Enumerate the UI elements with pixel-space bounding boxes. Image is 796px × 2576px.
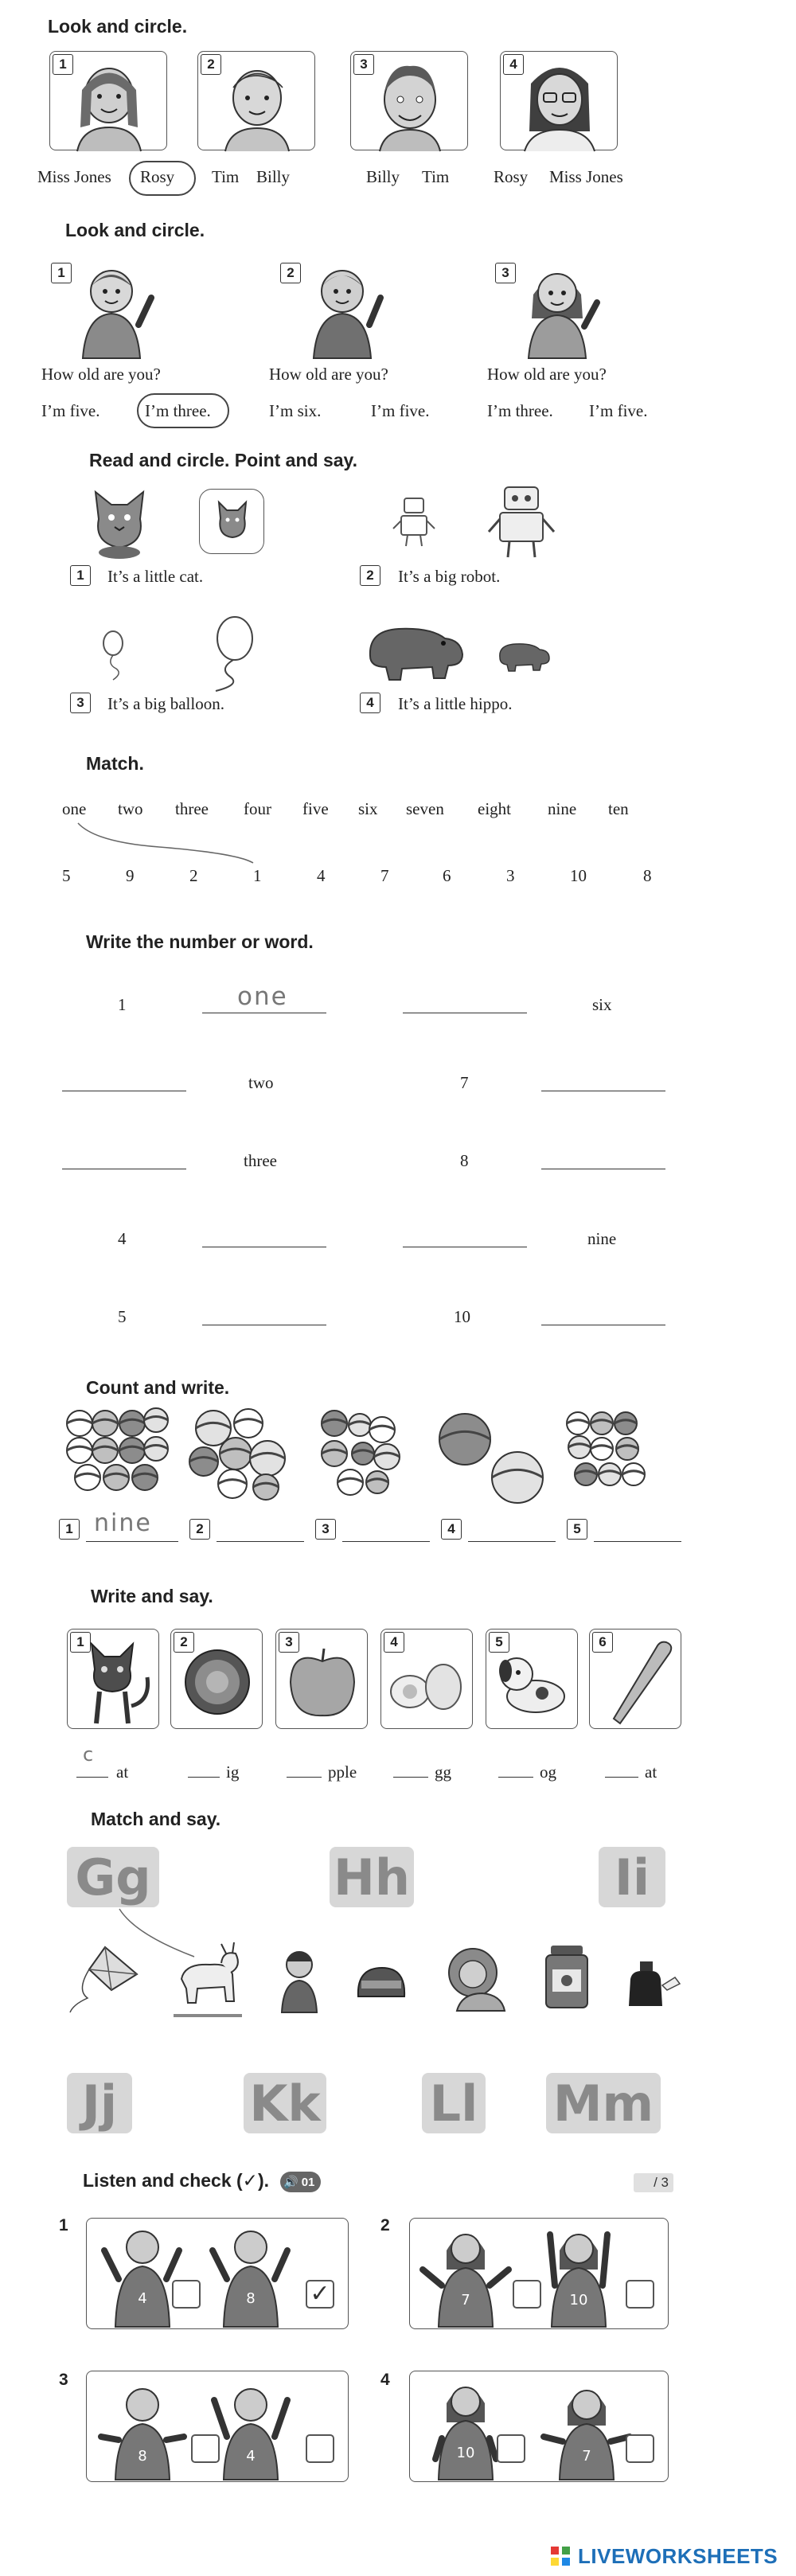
item-number-box: 3 (70, 693, 91, 713)
word-ending: ig (226, 1762, 240, 1782)
example-answer: one (237, 982, 288, 1011)
listen-picture-frame (409, 2371, 669, 2482)
check-box[interactable] (306, 2434, 334, 2463)
item-number-box: 3 (279, 1632, 299, 1653)
item-number-box: 1 (59, 1519, 80, 1540)
option-text[interactable]: Billy (256, 167, 291, 186)
item-number-box: 2 (360, 565, 380, 586)
match-number[interactable]: 2 (189, 866, 198, 885)
item-number-box: 3 (495, 263, 516, 283)
section4-title: Match. (86, 753, 144, 774)
item-number-box: 5 (489, 1632, 509, 1653)
option-text[interactable]: Billy (366, 167, 400, 186)
match-word[interactable]: seven (406, 799, 444, 818)
item-number-box: 1 (51, 263, 72, 283)
option-text[interactable]: Rosy (494, 167, 529, 186)
item-number-box: 4 (360, 693, 380, 713)
item-number-box: 2 (280, 263, 301, 283)
option-text[interactable]: I’m five. (371, 401, 430, 420)
goat-icon (166, 1939, 245, 2019)
letter-card[interactable]: Gg (67, 1847, 159, 1907)
check-box[interactable] (626, 2434, 654, 2463)
section6-title: Count and write. (86, 1377, 230, 1398)
example-answer: c (83, 1743, 96, 1766)
word-ending: pple (328, 1762, 357, 1782)
option-text[interactable]: Tim (212, 167, 240, 186)
match-word[interactable]: nine (548, 799, 577, 818)
question-text: How old are you? (269, 365, 388, 384)
jam-jar-icon (538, 1942, 594, 2014)
example-answer: nine (94, 1509, 152, 1537)
item-number-box: 1 (53, 54, 73, 75)
given-word: six (592, 995, 612, 1014)
girl-shirt-number-icon (410, 2219, 669, 2330)
letter-card[interactable]: Mm (546, 2073, 661, 2133)
sentence-text: It’s a little cat. (107, 567, 204, 586)
letter-card[interactable]: Jj (67, 2073, 132, 2133)
sentence-text: It’s a little hippo. (398, 694, 513, 713)
check-box[interactable] (497, 2434, 525, 2463)
option-text[interactable]: I’m three. (145, 401, 211, 420)
item-number-box: 4 (503, 54, 524, 75)
option-text[interactable]: Miss Jones (549, 167, 623, 186)
kite-icon (65, 1942, 145, 2014)
item-number: 2 (380, 2216, 390, 2234)
given-number: 1 (118, 995, 127, 1014)
word-ending: at (645, 1762, 657, 1782)
match-number[interactable]: 3 (506, 866, 515, 885)
option-text[interactable]: Tim (422, 167, 450, 186)
given-number: 8 (460, 1151, 469, 1170)
sentence-text: It’s a big robot. (398, 567, 501, 586)
given-number: 7 (460, 1073, 469, 1092)
match-word[interactable]: two (118, 799, 143, 818)
letter-card[interactable]: Ll (422, 2073, 486, 2133)
check-box[interactable] (172, 2280, 201, 2309)
shirt-number: 7 (461, 2292, 470, 2309)
liveworksheets-logo (549, 2544, 778, 2569)
item-number-box: 5 (567, 1519, 587, 1540)
item-number-box: 1 (70, 565, 91, 586)
item-number-box: 2 (189, 1519, 210, 1540)
given-number: 5 (118, 1307, 127, 1326)
lion-icon (438, 1942, 509, 2014)
word-ending: og (540, 1762, 556, 1782)
listen-picture-frame (86, 2218, 349, 2329)
word-ending: gg (435, 1762, 451, 1782)
question-text: How old are you? (487, 365, 607, 384)
match-number[interactable]: 1 (253, 866, 262, 885)
shirt-number: 4 (138, 2290, 147, 2307)
match-word[interactable]: one (62, 799, 87, 818)
given-word: three (244, 1151, 277, 1170)
boy-shirt-number-icon (87, 2219, 349, 2330)
option-text[interactable]: I’m three. (487, 401, 553, 420)
item-number-box: 6 (592, 1632, 613, 1653)
boy-shirt-number-icon (87, 2371, 349, 2483)
check-box[interactable] (513, 2280, 541, 2309)
match-word[interactable]: five (302, 799, 329, 818)
ink-bottle-icon (621, 1947, 685, 2011)
section1-title: Look and circle. (48, 16, 188, 37)
match-number[interactable]: 7 (380, 866, 389, 885)
item-number: 4 (380, 2371, 390, 2389)
item-number: 1 (59, 2216, 68, 2234)
option-text[interactable]: Rosy (140, 167, 175, 186)
shirt-number: 10 (569, 2292, 588, 2309)
girl-shirt-number-icon (410, 2371, 669, 2483)
section3-title: Read and circle. Point and say. (89, 450, 358, 470)
audio-track-label: 01 (301, 2175, 315, 2189)
match-word[interactable]: eight (478, 799, 511, 818)
letter-card[interactable]: Kk (244, 2073, 326, 2133)
option-text[interactable]: Miss Jones (37, 167, 111, 186)
section8-title: Match and say. (91, 1809, 221, 1829)
shirt-number: 7 (582, 2448, 591, 2465)
item-number: 3 (59, 2371, 68, 2389)
shirt-number: 10 (456, 2445, 475, 2461)
girl-with-hat-icon (271, 1942, 326, 2014)
option-text[interactable]: I’m five. (41, 401, 100, 420)
match-number[interactable]: 4 (317, 866, 326, 885)
option-text[interactable]: I’m five. (589, 401, 648, 420)
match-number[interactable]: 9 (126, 866, 135, 885)
item-number-box: 4 (384, 1632, 404, 1653)
section2-title: Look and circle. (65, 220, 205, 240)
given-number: 10 (454, 1307, 470, 1326)
option-text[interactable]: I’m six. (269, 401, 322, 420)
liveworksheets-logo-icon (549, 2545, 573, 2569)
item-number-box: 3 (315, 1519, 336, 1540)
section7-title: Write and say. (91, 1586, 213, 1606)
match-word[interactable]: four (244, 799, 271, 818)
item-number-box: 2 (201, 54, 221, 75)
check-box[interactable]: ✓ (306, 2280, 334, 2309)
match-word[interactable]: six (358, 799, 378, 818)
given-word: nine (587, 1229, 617, 1248)
given-word: two (248, 1073, 274, 1092)
item-number-box: 2 (174, 1632, 194, 1653)
section9-title: Listen and check (✓). (83, 2170, 269, 2191)
listen-picture-frame (409, 2218, 669, 2329)
section5-title: Write the number or word. (86, 931, 314, 952)
check-box[interactable] (626, 2280, 654, 2309)
shirt-number: 8 (246, 2290, 256, 2307)
brand-name: LIVEWORKSHEETS (578, 2544, 778, 2568)
item-number-box: 1 (70, 1632, 91, 1653)
helmet-icon (353, 1963, 409, 2003)
match-number[interactable]: 8 (643, 866, 652, 885)
given-number: 4 (118, 1229, 127, 1248)
listen-picture-frame (86, 2371, 349, 2482)
word-ending: at (116, 1762, 129, 1782)
match-word[interactable]: three (175, 799, 209, 818)
letter-card[interactable]: Ii (599, 1847, 665, 1907)
match-word[interactable]: ten (608, 799, 629, 818)
item-number-box: 4 (441, 1519, 462, 1540)
question-text: How old are you? (41, 365, 161, 384)
match-number[interactable]: 6 (443, 866, 451, 885)
match-number[interactable]: 5 (62, 866, 71, 885)
shirt-number: 4 (246, 2448, 256, 2465)
check-box[interactable] (191, 2434, 220, 2463)
letter-card[interactable]: Hh (330, 1847, 414, 1907)
speaker-icon: 🔊 (283, 2176, 298, 2189)
shirt-number: 8 (138, 2448, 147, 2465)
match-number[interactable]: 10 (570, 866, 587, 885)
item-number-box: 3 (353, 54, 374, 75)
score-box: / 3 (634, 2173, 673, 2192)
audio-track-button[interactable] (280, 2172, 321, 2192)
sentence-text: It’s a big balloon. (107, 694, 224, 713)
